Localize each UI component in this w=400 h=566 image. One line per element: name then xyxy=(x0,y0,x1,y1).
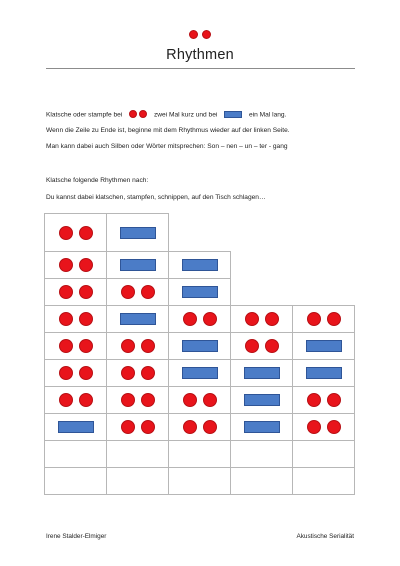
long-beat-icon xyxy=(244,421,280,433)
short-beat-icon xyxy=(79,366,93,380)
long-beat-icon xyxy=(182,340,218,352)
rhythm-cell xyxy=(168,251,231,279)
rhythm-cell xyxy=(168,413,231,441)
short-beat-icon xyxy=(79,285,93,299)
footer-topic: Akustische Serialität xyxy=(296,533,354,540)
rhythm-cell xyxy=(230,359,293,387)
short-beat-icon xyxy=(59,339,73,353)
short-beat-icon xyxy=(141,339,155,353)
short-beat-icon xyxy=(121,393,135,407)
short-beat-icon xyxy=(327,420,341,434)
instruction-text: ein Mal lang. xyxy=(249,111,287,119)
short-beat-icon xyxy=(141,420,155,434)
short-beat-icon xyxy=(183,312,197,326)
rhythm-cell xyxy=(292,386,355,414)
rhythm-cell xyxy=(168,386,231,414)
long-beat-icon xyxy=(244,367,280,379)
rhythm-cell xyxy=(44,213,107,252)
short-beat-icon xyxy=(141,393,155,407)
rhythm-cell xyxy=(230,386,293,414)
rhythm-cell xyxy=(106,467,169,495)
long-beat-icon xyxy=(120,259,156,271)
rhythm-cell xyxy=(292,305,355,333)
rhythm-cell xyxy=(230,332,293,360)
red-dot-icon xyxy=(189,30,198,39)
long-symbol-icon xyxy=(224,111,242,118)
rhythm-cell xyxy=(292,440,355,468)
rhythm-cell xyxy=(44,440,107,468)
short-beat-icon xyxy=(79,393,93,407)
instruction-text: Klatsche oder stampfe bei xyxy=(46,111,123,119)
rhythm-cell xyxy=(168,305,231,333)
rhythm-cell xyxy=(106,278,169,306)
short-beat-icon xyxy=(307,393,321,407)
short-beat-icon xyxy=(79,312,93,326)
rhythm-cell xyxy=(292,467,355,495)
short-beat-icon xyxy=(327,312,341,326)
instruction-text: zwei Mal kurz und bei xyxy=(153,111,218,119)
long-beat-icon xyxy=(306,367,342,379)
short-beat-icon xyxy=(183,420,197,434)
short-beat-icon xyxy=(245,312,259,326)
title-dots-icon xyxy=(0,26,400,44)
instruction-line-1 xyxy=(46,110,286,119)
red-dot-icon xyxy=(202,30,211,39)
red-dot-icon xyxy=(139,110,147,118)
rhythm-cell xyxy=(106,213,169,252)
instruction-line-5: Du kannst dabei klatschen, stampfen, schnippen, auf den Tisch schlagen… xyxy=(46,194,266,201)
rhythm-cell xyxy=(44,467,107,495)
title-divider xyxy=(46,68,355,69)
long-beat-icon xyxy=(58,421,94,433)
short-beat-icon xyxy=(327,393,341,407)
long-beat-icon xyxy=(182,259,218,271)
short-beat-icon xyxy=(203,420,217,434)
short-beat-icon xyxy=(59,393,73,407)
short-beat-icon xyxy=(59,258,73,272)
rhythm-cell xyxy=(292,413,355,441)
long-beat-icon xyxy=(182,367,218,379)
short-beat-icon xyxy=(79,339,93,353)
rhythm-cell xyxy=(44,413,107,441)
rhythm-cell xyxy=(44,359,107,387)
short-beat-icon xyxy=(121,285,135,299)
rhythm-cell xyxy=(168,440,231,468)
short-beat-icon xyxy=(121,339,135,353)
short-beat-icon xyxy=(141,366,155,380)
rhythm-cell xyxy=(106,413,169,441)
rhythm-cell xyxy=(106,359,169,387)
page-title: Rhythmen xyxy=(166,47,234,63)
short-beat-icon xyxy=(121,420,135,434)
rhythm-cell xyxy=(106,251,169,279)
long-beat-icon xyxy=(182,286,218,298)
rhythm-cell xyxy=(292,359,355,387)
instruction-line-4: Klatsche folgende Rhythmen nach: xyxy=(46,177,149,184)
rhythm-cell xyxy=(230,305,293,333)
short-beat-icon xyxy=(59,312,73,326)
long-beat-icon xyxy=(120,227,156,239)
short-beat-icon xyxy=(59,366,73,380)
short-beat-icon xyxy=(141,285,155,299)
rhythm-cell xyxy=(168,332,231,360)
rhythm-cell xyxy=(44,278,107,306)
rhythm-cell xyxy=(168,359,231,387)
rhythm-cell xyxy=(106,386,169,414)
short-beat-icon xyxy=(245,339,259,353)
short-beat-icon xyxy=(265,312,279,326)
short-symbol-icon xyxy=(128,110,148,119)
rhythm-cell xyxy=(44,386,107,414)
instruction-line-2: Wenn die Zeile zu Ende ist, beginne mit dem Rhythmus wieder auf der linken Seite. xyxy=(46,127,290,134)
rhythm-cell xyxy=(230,440,293,468)
long-beat-icon xyxy=(306,340,342,352)
short-beat-icon xyxy=(265,339,279,353)
short-beat-icon xyxy=(79,226,93,240)
footer-author: Irene Stalder-Elmiger xyxy=(46,533,107,540)
short-beat-icon xyxy=(121,366,135,380)
rhythm-cell xyxy=(106,440,169,468)
rhythm-cell xyxy=(230,467,293,495)
rhythm-cell xyxy=(44,305,107,333)
rhythm-cell xyxy=(230,413,293,441)
long-beat-icon xyxy=(120,313,156,325)
red-dot-icon xyxy=(129,110,137,118)
short-beat-icon xyxy=(307,312,321,326)
rhythm-cell xyxy=(44,251,107,279)
instruction-line-3: Man kann dabei auch Silben oder Wörter mitsprechen: Son – nen – un – ter - gang xyxy=(46,143,288,150)
short-beat-icon xyxy=(59,285,73,299)
rhythm-cell xyxy=(292,332,355,360)
rhythm-cell xyxy=(168,467,231,495)
short-beat-icon xyxy=(203,393,217,407)
long-beat-icon xyxy=(244,394,280,406)
short-beat-icon xyxy=(307,420,321,434)
rhythm-cell xyxy=(106,332,169,360)
rhythm-cell xyxy=(44,332,107,360)
short-beat-icon xyxy=(79,258,93,272)
short-beat-icon xyxy=(203,312,217,326)
rhythm-cell xyxy=(106,305,169,333)
short-beat-icon xyxy=(183,393,197,407)
rhythm-cell xyxy=(168,278,231,306)
short-beat-icon xyxy=(59,226,73,240)
